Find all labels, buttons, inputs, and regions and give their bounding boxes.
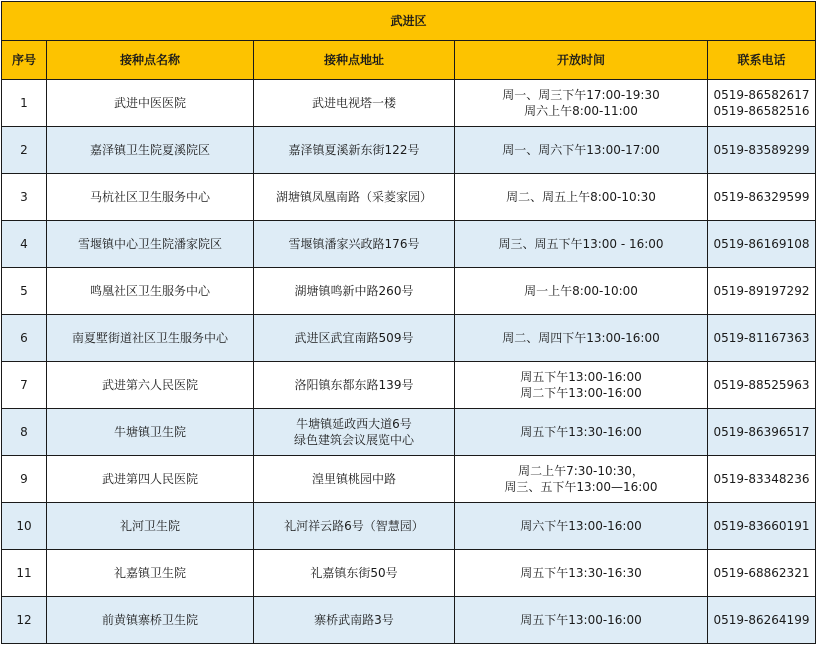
hours-line: 周二上午7:30-10:30，	[518, 464, 644, 478]
hours-line: 周五下午13:30-16:00	[520, 425, 642, 439]
site-name-cell: 武进中医医院	[47, 80, 254, 127]
row-number-cell: 2	[2, 127, 47, 174]
phone-line: 0519-81167363	[713, 331, 810, 345]
column-header-phone: 联系电话	[708, 41, 816, 80]
table-row	[2, 503, 816, 550]
open-hours-cell	[455, 174, 708, 221]
hours-line: 周五下午13:30-16:30	[520, 566, 642, 580]
open-hours-cell	[455, 409, 708, 456]
phone-cell	[708, 550, 816, 597]
site-name-cell: 武进第六人民医院	[47, 362, 254, 409]
hours-line: 周二、周五上午8:00-10:30	[506, 190, 656, 204]
column-header-site-address: 接种点地址	[254, 41, 455, 80]
table-title: 武进区	[2, 2, 816, 41]
site-address-cell	[254, 127, 455, 174]
site-name-cell: 马杭社区卫生服务中心	[47, 174, 254, 221]
site-name-cell: 牛塘镇卫生院	[47, 409, 254, 456]
hours-line: 周二、周四下午13:00-16:00	[502, 331, 660, 345]
site-address-cell	[254, 456, 455, 503]
site-address-cell	[254, 268, 455, 315]
site-address-cell	[254, 503, 455, 550]
phone-cell	[708, 409, 816, 456]
site-address-cell	[254, 174, 455, 221]
hours-line: 周六上午8:00-11:00	[524, 104, 638, 118]
open-hours-cell	[455, 362, 708, 409]
site-address-cell	[254, 597, 455, 644]
address-line: 湖塘镇鸣新中路260号	[294, 284, 414, 298]
table-row	[2, 409, 816, 456]
site-name-cell: 鸣凰社区卫生服务中心	[47, 268, 254, 315]
phone-line: 0519-86582617	[713, 88, 810, 102]
phone-line: 0519-86169108	[713, 237, 810, 251]
table-row	[2, 221, 816, 268]
hours-line: 周五下午13:00-16:00	[520, 370, 642, 384]
column-header-site-name: 接种点名称	[47, 41, 254, 80]
table-row	[2, 268, 816, 315]
open-hours-cell	[455, 80, 708, 127]
table-row	[2, 80, 816, 127]
row-number-cell: 8	[2, 409, 47, 456]
vaccination-sites-table	[1, 1, 816, 644]
open-hours-cell	[455, 597, 708, 644]
hours-line: 周一、周六下午13:00-17:00	[502, 143, 660, 157]
row-number-cell: 11	[2, 550, 47, 597]
table-row	[2, 362, 816, 409]
address-line: 寨桥武南路3号	[314, 613, 394, 627]
table-row	[2, 456, 816, 503]
address-line: 绿色建筑会议展览中心	[293, 433, 414, 447]
hours-line: 周三、五下午13:00—16:00	[504, 480, 658, 494]
address-line: 礼河祥云路6号（智慧园）	[284, 519, 424, 533]
hours-line: 周三、周五下午13:00 - 16:00	[498, 237, 664, 251]
site-address-cell	[254, 362, 455, 409]
phone-line: 0519-83660191	[713, 519, 810, 533]
column-header-row	[2, 41, 816, 80]
site-address-cell	[254, 221, 455, 268]
phone-line: 0519-86329599	[713, 190, 810, 204]
phone-cell	[708, 268, 816, 315]
table-row	[2, 550, 816, 597]
hours-line: 周五下午13:00-16:00	[520, 613, 642, 627]
hours-line: 周二下午13:00-16:00	[520, 386, 642, 400]
table-row	[2, 127, 816, 174]
open-hours-cell	[455, 127, 708, 174]
phone-line: 0519-86264199	[713, 613, 810, 627]
row-number-cell: 5	[2, 268, 47, 315]
row-number-cell: 9	[2, 456, 47, 503]
phone-cell	[708, 174, 816, 221]
table-row	[2, 315, 816, 362]
site-address-cell	[254, 409, 455, 456]
column-header-open-hours: 开放时间	[455, 41, 708, 80]
open-hours-cell	[455, 503, 708, 550]
phone-cell	[708, 456, 816, 503]
address-line: 牛塘镇延政西大道6号	[296, 417, 412, 431]
address-line: 礼嘉镇东街50号	[310, 566, 398, 580]
column-header-number: 序号	[2, 41, 47, 80]
table-row	[2, 174, 816, 221]
row-number-cell: 12	[2, 597, 47, 644]
phone-line: 0519-86396517	[713, 425, 810, 439]
address-line: 武进区武宜南路509号	[294, 331, 414, 345]
open-hours-cell	[455, 221, 708, 268]
address-line: 武进电视塔一楼	[311, 96, 396, 110]
hours-line: 周六下午13:00-16:00	[520, 519, 642, 533]
open-hours-cell	[455, 456, 708, 503]
phone-cell	[708, 597, 816, 644]
hours-line: 周一、周三下午17:00-19:30	[502, 88, 660, 102]
phone-line: 0519-68862321	[713, 566, 810, 580]
address-line: 湖塘镇凤凰南路（采菱家园）	[275, 190, 432, 204]
table-body	[2, 80, 816, 644]
phone-cell	[708, 127, 816, 174]
open-hours-cell	[455, 268, 708, 315]
site-name-cell: 前黄镇寨桥卫生院	[47, 597, 254, 644]
phone-cell	[708, 80, 816, 127]
address-line: 雪堰镇潘家兴政路176号	[288, 237, 420, 251]
site-name-cell: 南夏墅街道社区卫生服务中心	[47, 315, 254, 362]
phone-line: 0519-86582516	[713, 104, 810, 118]
phone-line: 0519-83348236	[713, 472, 810, 486]
row-number-cell: 6	[2, 315, 47, 362]
row-number-cell: 3	[2, 174, 47, 221]
site-name-cell: 嘉泽镇卫生院夏溪院区	[47, 127, 254, 174]
phone-cell	[708, 362, 816, 409]
phone-cell	[708, 315, 816, 362]
site-address-cell	[254, 80, 455, 127]
phone-line: 0519-89197292	[713, 284, 810, 298]
hours-line: 周一上午8:00-10:00	[524, 284, 638, 298]
open-hours-cell	[455, 550, 708, 597]
phone-line: 0519-88525963	[713, 378, 810, 392]
site-name-cell: 武进第四人民医院	[47, 456, 254, 503]
open-hours-cell	[455, 315, 708, 362]
table-row	[2, 597, 816, 644]
site-name-cell: 雪堰镇中心卫生院潘家院区	[47, 221, 254, 268]
site-address-cell	[254, 550, 455, 597]
row-number-cell: 10	[2, 503, 47, 550]
site-name-cell: 礼河卫生院	[47, 503, 254, 550]
row-number-cell: 4	[2, 221, 47, 268]
address-line: 湟里镇桃园中路	[311, 472, 396, 486]
phone-cell	[708, 221, 816, 268]
row-number-cell: 1	[2, 80, 47, 127]
address-line: 嘉泽镇夏溪新东街122号	[288, 143, 420, 157]
phone-line: 0519-83589299	[713, 143, 810, 157]
phone-cell	[708, 503, 816, 550]
address-line: 洛阳镇东都东路139号	[294, 378, 414, 392]
site-name-cell: 礼嘉镇卫生院	[47, 550, 254, 597]
site-address-cell	[254, 315, 455, 362]
row-number-cell: 7	[2, 362, 47, 409]
